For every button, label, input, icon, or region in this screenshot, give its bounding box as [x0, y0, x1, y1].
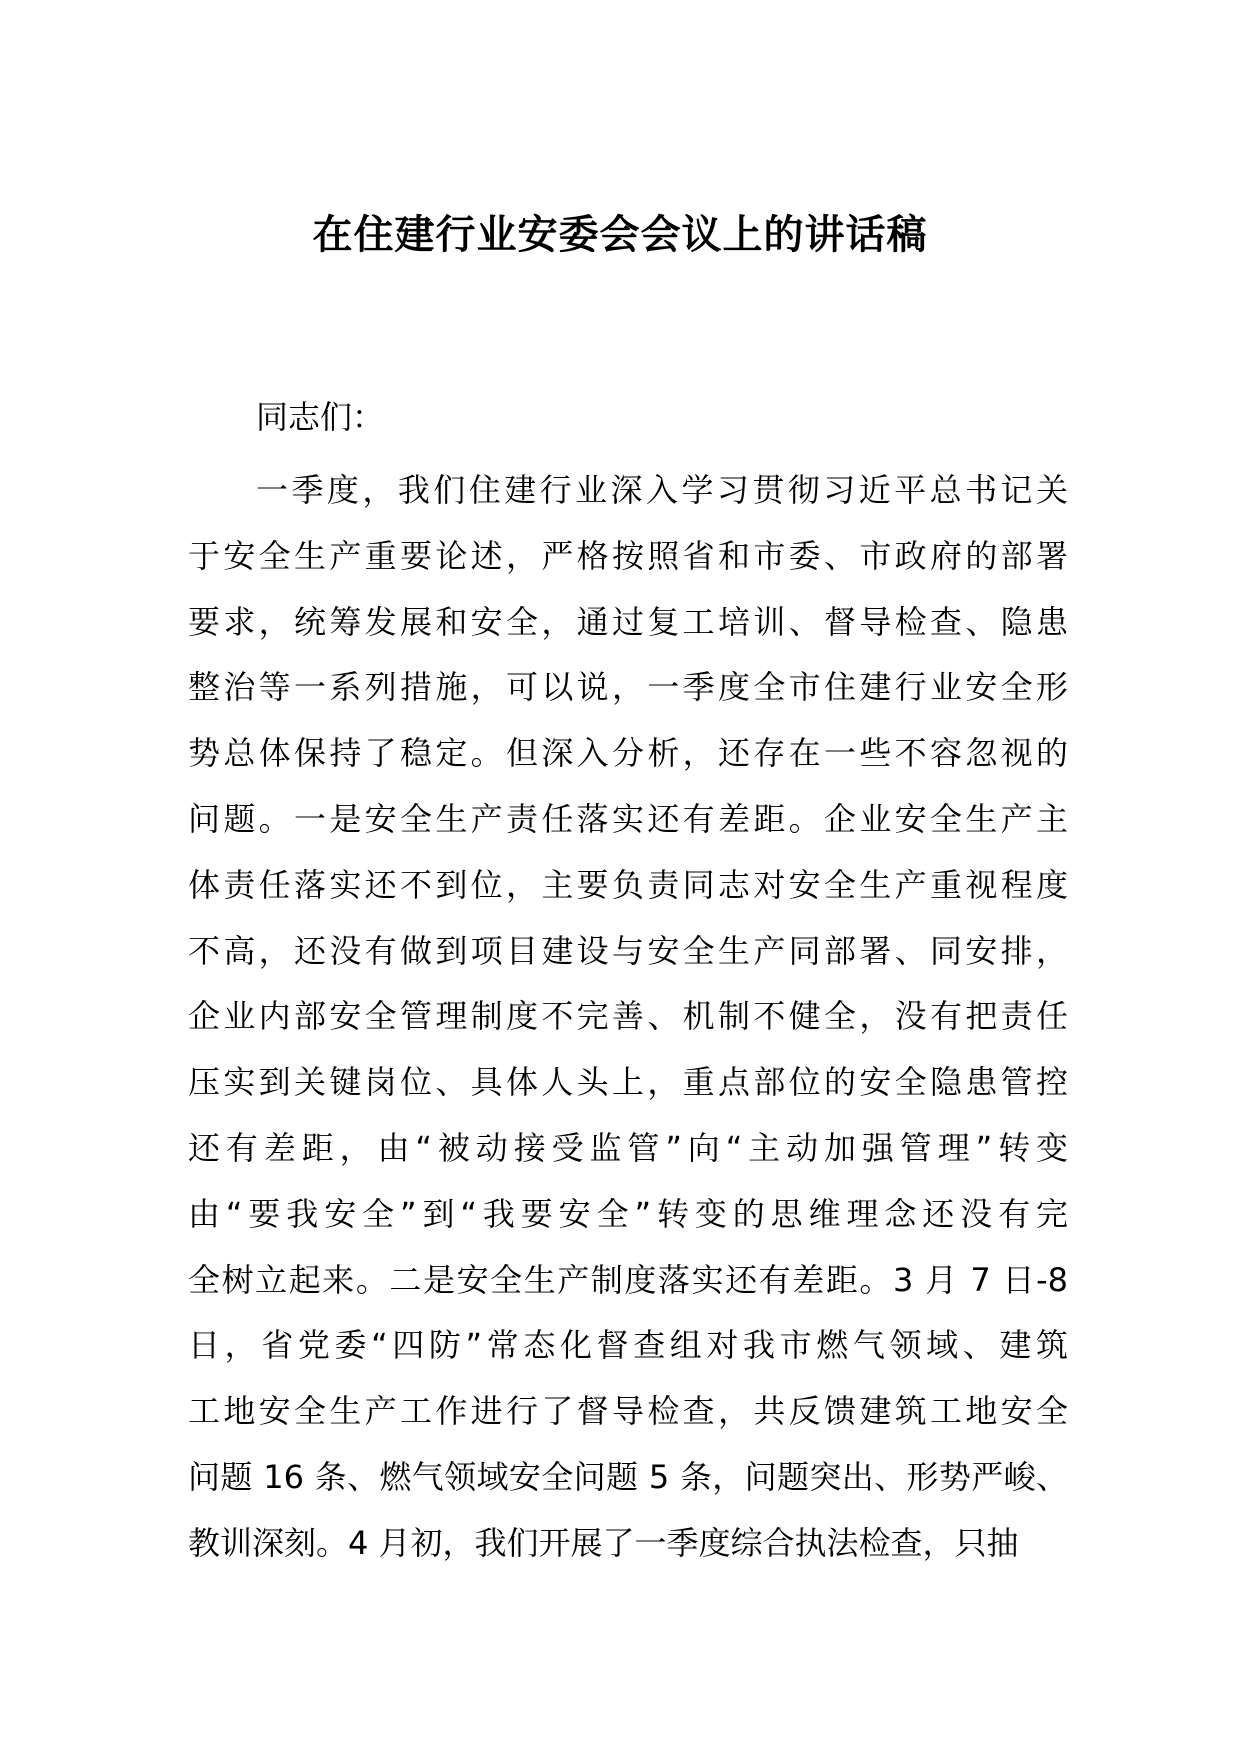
body-line: 要求，统筹发展和安全，通过复工培训、督导检查、隐患	[188, 602, 1068, 641]
body-line: 工地安全生产工作进行了督导检查，共反馈建筑工地安全	[188, 1392, 1068, 1431]
body-paragraph	[188, 458, 1068, 1577]
body-line: 企业内部安全管理制度不完善、机制不健全，没有把责任	[188, 997, 1068, 1036]
body-line: 教训深刻。4 月初，我们开展了一季度综合执法检查，只抽	[188, 1523, 1019, 1562]
salutation: 同志们：	[256, 398, 385, 436]
body-line: 压实到关键岗位、具体人头上，重点部位的安全隐患管控	[188, 1063, 1068, 1102]
body-line: 一季度，我们住建行业深入学习贯彻习近平总书记关	[256, 471, 1068, 509]
body-line: 势总体保持了稳定。但深入分析，还存在一些不容忽视的	[188, 734, 1068, 773]
body-line: 日，省党委“四防”常态化督查组对我市燃气领域、建筑	[188, 1326, 1068, 1365]
body-line: 还有差距，由“被动接受监管”向“主动加强管理”转变	[188, 1128, 1068, 1167]
body-line: 全树立起来。二是安全生产制度落实还有差距。3 月 7 日-8	[188, 1260, 1068, 1299]
body-line: 不高，还没有做到项目建设与安全生产同部署、同安排，	[188, 931, 1068, 970]
body-line: 体责任落实还不到位，主要负责同志对安全生产重视程度	[188, 865, 1068, 904]
document-title: 在住建行业安委会会议上的讲话稿	[312, 212, 928, 258]
body-line: 问题。一是安全生产责任落实还有差距。企业安全生产主	[188, 799, 1068, 838]
body-line: 问题 16 条、燃气领域安全问题 5 条，问题突出、形势严峻、	[188, 1457, 1068, 1496]
body-line: 整治等一系列措施，可以说，一季度全市住建行业安全形	[188, 668, 1068, 707]
body-line: 由“要我安全”到“我要安全”转变的思维理念还没有完	[188, 1194, 1068, 1233]
body-line: 于安全生产重要论述，严格按照省和市委、市政府的部署	[188, 536, 1068, 575]
